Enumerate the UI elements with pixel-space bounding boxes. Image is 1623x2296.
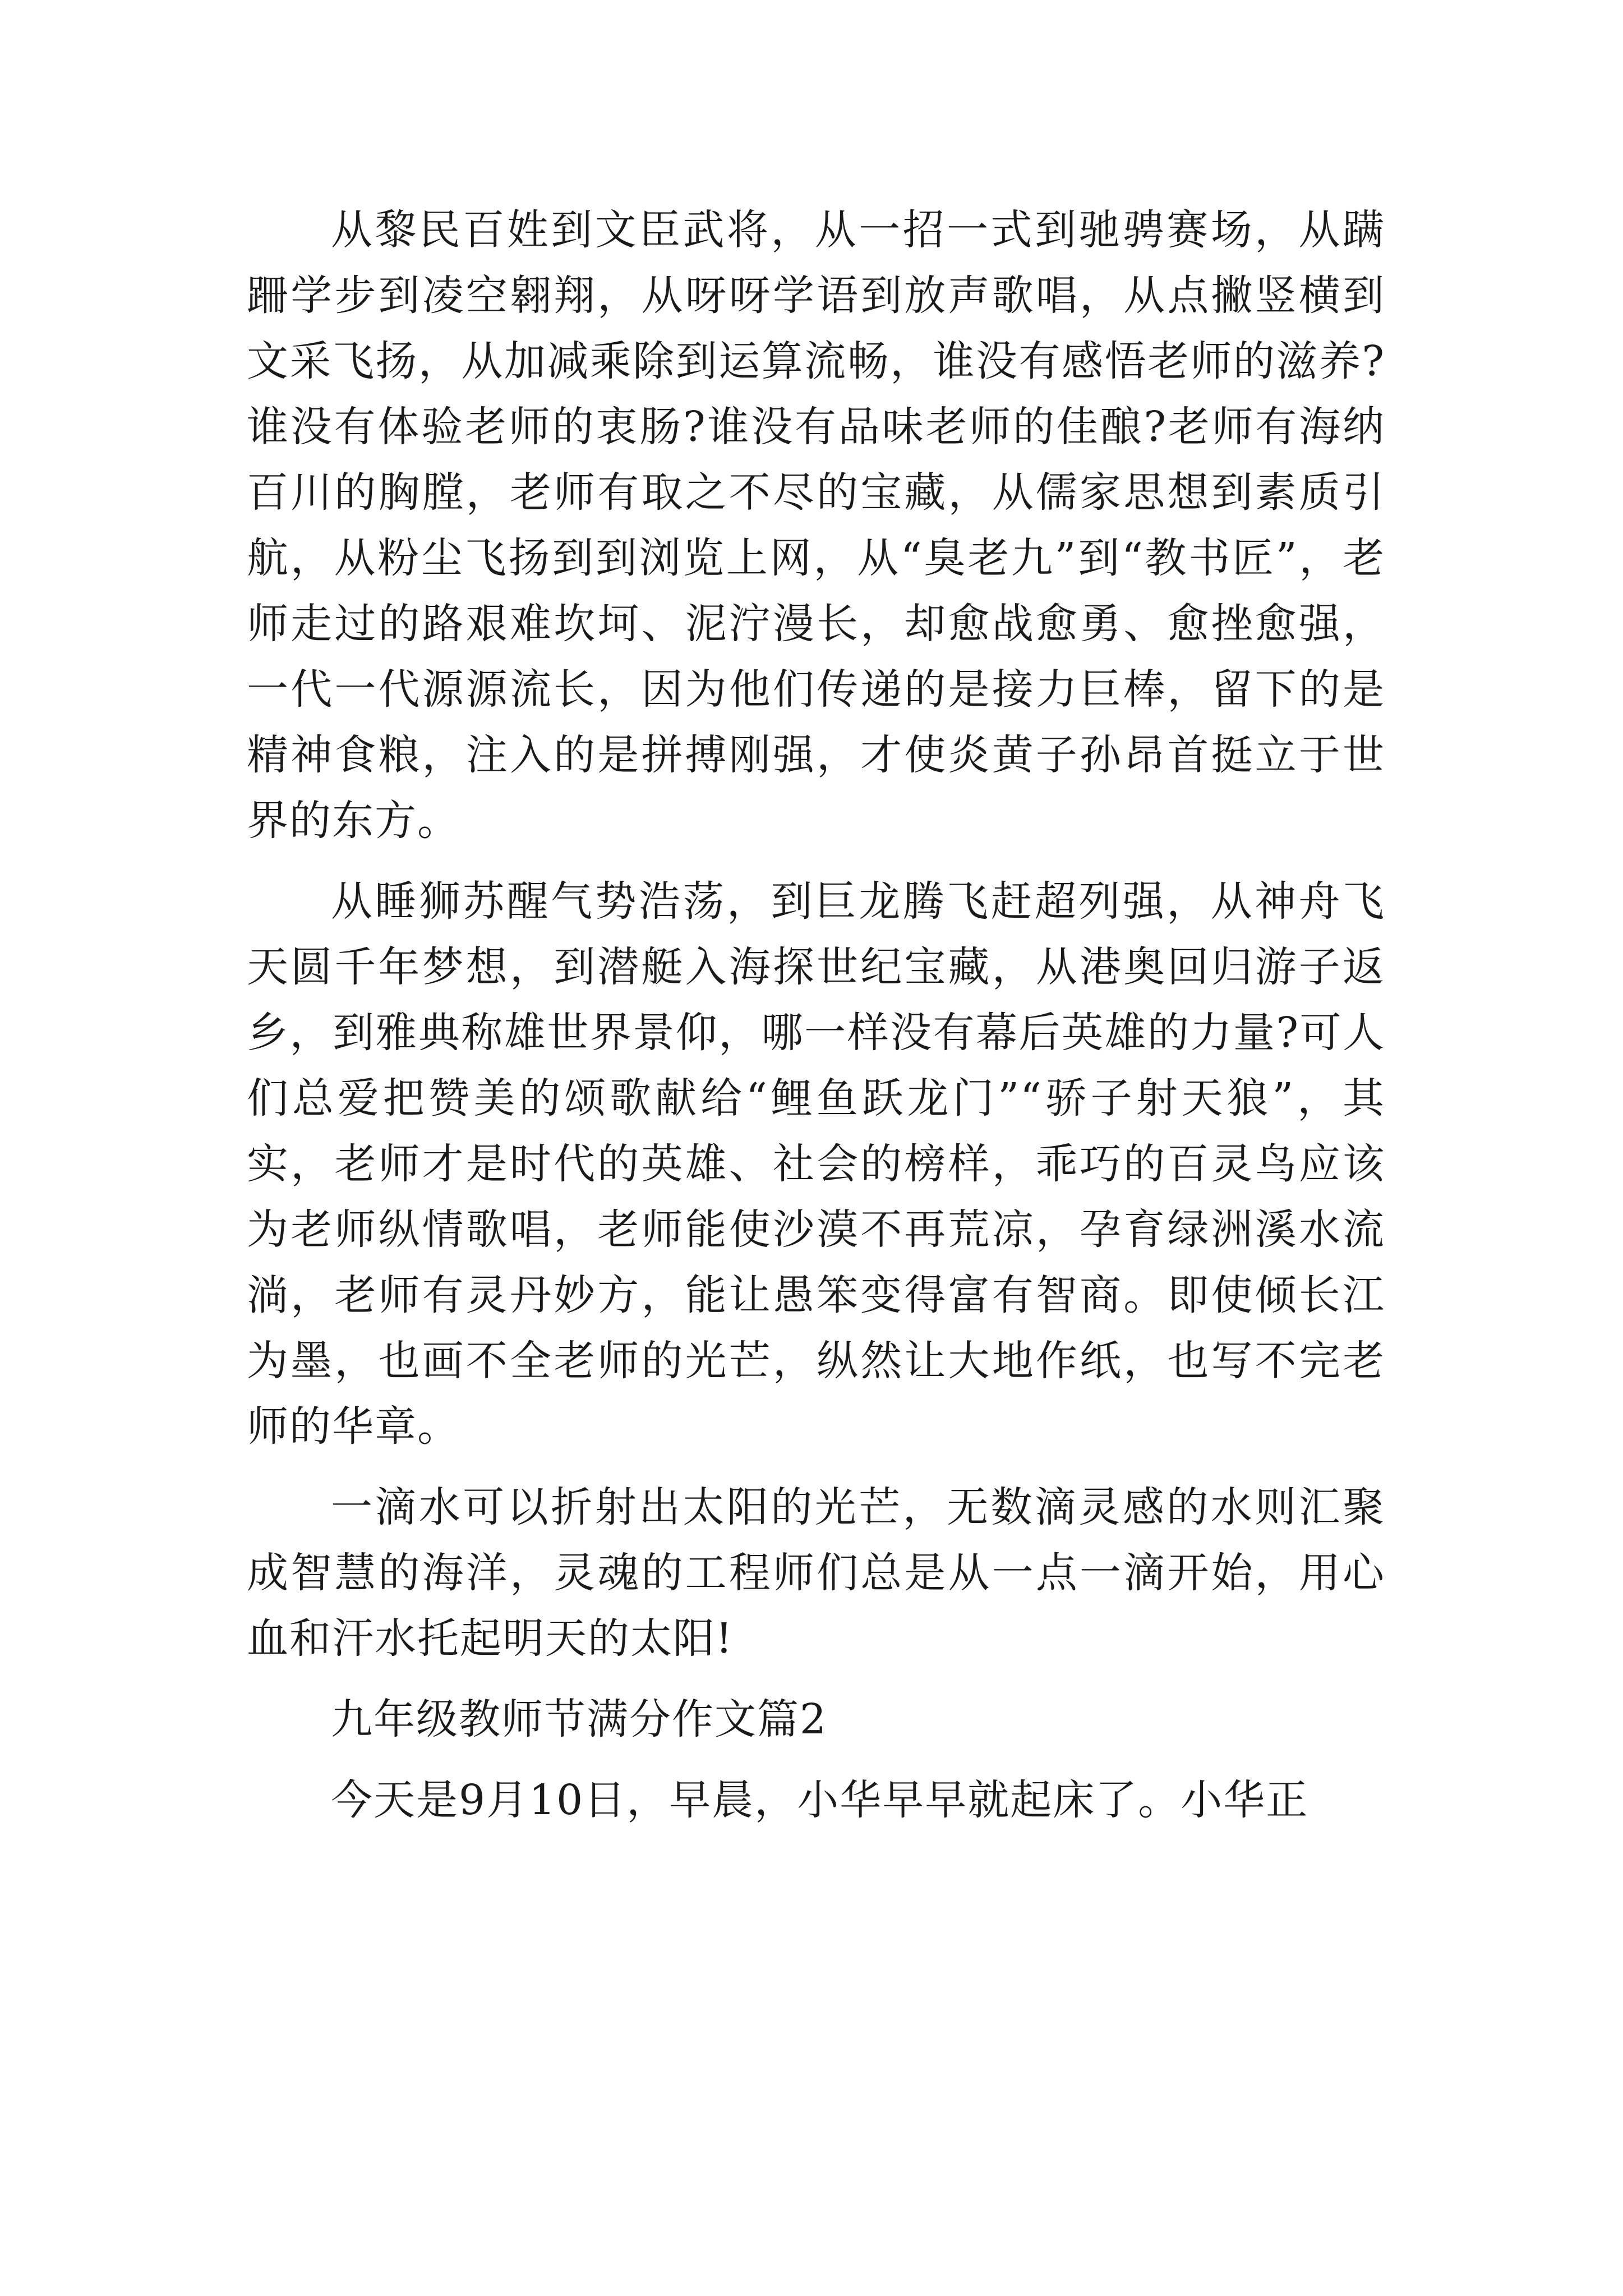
paragraph-2: 从睡狮苏醒气势浩荡，到巨龙腾飞赶超列强，从神舟飞天圆千年梦想，到潜艇入海探世纪宝藏，从港奥回归游子返乡，到雅典称雄世界景仰，哪一样没有幕后英雄的力量?可人们总爱把赞美的颂歌献给“鲤鱼跃龙门”“骄子射天狼”，其实，老师才是时代的英雄、社会的榜样，乖巧的百灵鸟应该为老师纵情歌唱，老师能使沙漠不再荒凉，孕育绿洲溪水流淌，老师有灵丹妙方，能让愚笨变得富有智商。即使倾长江为墨，也画不全老师的光芒，纵然让大地作纸，也写不完老师的华章。 bbox=[247, 877, 1385, 1451]
section-heading: 九年级教师节满分作文篇2 bbox=[331, 1695, 828, 1743]
paragraph-1: 从黎民百姓到文臣武将，从一招一式到驰骋赛场，从蹒跚学步到凌空翱翔，从呀呀学语到放声歌唱，从点撇竖横到文采飞扬，从加减乘除到运算流畅，谁没有感悟老师的滋养?谁没有体验老师的衷肠?谁没有品味老师的佳酿?老师有海纳百川的胸膛，老师有取之不尽的宝藏，从儒家思想到素质引航，从粉尘飞扬到到浏览上网，从“臭老九”到“教书匠”，老师走过的路艰难坎坷、泥泞漫长，却愈战愈勇、愈挫愈强，一代一代源源流长，因为他们传递的是接力巨棒，留下的是精神食粮，注入的是拼搏刚强，才使炎黄子孙昂首挺立于世界的东方。 bbox=[247, 206, 1385, 845]
paragraph-3: 一滴水可以折射出太阳的光芒，无数滴灵感的水则汇聚成智慧的海洋，灵魂的工程师们总是从一点一滴开始，用心血和汗水托起明天的太阳! bbox=[247, 1483, 1385, 1663]
document-body bbox=[247, 197, 1385, 1848]
paragraph-4: 今天是9月10日，早晨，小华早早就起床了。小华正 bbox=[331, 1776, 1309, 1824]
